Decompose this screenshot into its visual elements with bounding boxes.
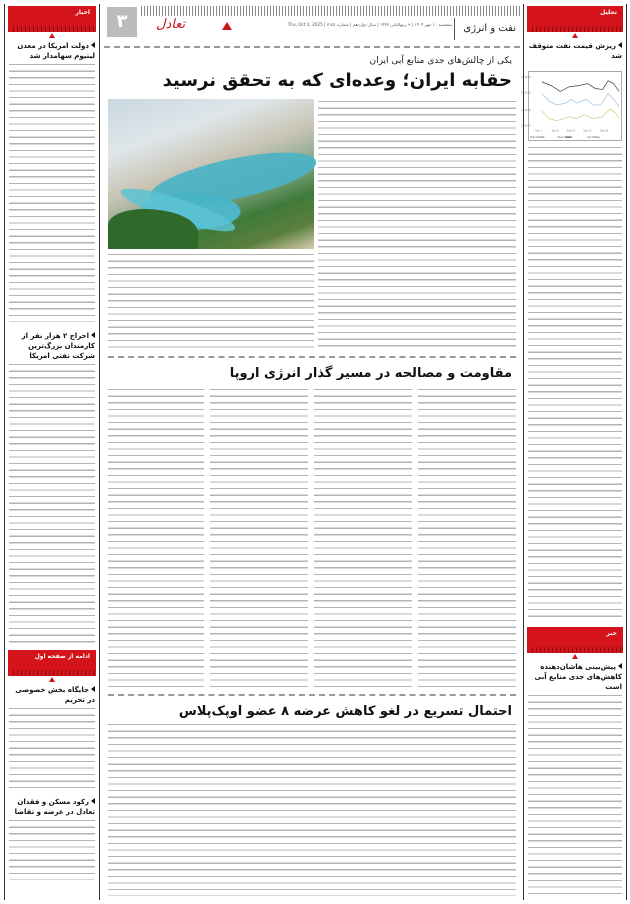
- ruler-ticks: [529, 647, 621, 653]
- text-lines: [528, 695, 622, 895]
- analysis-label-box: [527, 6, 623, 32]
- news-item-title[interactable]: پیش‌بینی هاشان‌دهنده کاهش‌های جدی منابع آبی است: [534, 663, 622, 691]
- divider: [108, 694, 516, 696]
- analysis-title[interactable]: ریزش قیمت نفت متوقف شد: [528, 42, 622, 60]
- date-hijri: ۹ ربیع‌الثانی ۱۴۴۷: [380, 22, 411, 27]
- continued-item-body: [9, 820, 95, 880]
- svg-text:15 Sep: 15 Sep: [566, 129, 575, 133]
- pointer-icon: [572, 33, 578, 38]
- ruler-ticks: [529, 26, 621, 32]
- text-lines: [9, 820, 95, 880]
- svg-text:240.00: 240.00: [521, 123, 531, 128]
- news-item-body: [528, 695, 622, 895]
- news-label: خبر: [606, 630, 617, 637]
- text-lines: [9, 364, 95, 644]
- article-headline[interactable]: حقابه ایران؛ وعده‌ای که به تحقق نرسید: [162, 70, 512, 91]
- svg-text:1 Sep: 1 Sep: [535, 129, 542, 133]
- news-label: اخبار: [75, 9, 90, 16]
- svg-text:270.00: 270.00: [521, 74, 531, 79]
- news-label-box: [527, 627, 623, 653]
- divider: [108, 356, 516, 358]
- article-kicker: یکی از چالش‌های جدی منابع آبی ایران: [369, 56, 512, 66]
- lead-article-text: [318, 101, 516, 351]
- news-item-body: [9, 64, 95, 322]
- continued-item-body: [9, 708, 95, 788]
- text-lines: [528, 147, 622, 617]
- pointer-icon: [49, 677, 55, 682]
- date-gregorian: Thu, Oct 2, 2025: [287, 22, 323, 27]
- pointer-icon: [49, 33, 55, 38]
- news-label-box: [8, 6, 96, 32]
- right-analysis-column: [523, 4, 627, 900]
- pointer-icon: [572, 654, 578, 659]
- dateline: پنجشنبه ۱۰ مهر ۱۴۰۴ | ۹ ربیع‌الثانی ۱۴۴۷ | سال دوازدهم | شماره ۳۱۵۱ | Thu, Oct 2, 2025: [287, 22, 452, 27]
- arrow-icon: [91, 686, 95, 692]
- section-title: نفت و انرژی: [454, 18, 516, 40]
- continued-label-box: [8, 650, 96, 676]
- continued-label: ادامه از صفحه اول: [34, 653, 90, 660]
- main-article-area: [104, 4, 520, 900]
- line-chart: [521, 72, 621, 140]
- analysis-body: [528, 147, 622, 617]
- text-lines: [9, 64, 95, 322]
- continued-item-title[interactable]: رکود مسکن و فقدان تعادل در عرضه و تقاضا: [14, 798, 95, 816]
- ruler-ticks: [10, 670, 94, 676]
- river-photo: [108, 99, 314, 249]
- page-number: ۳: [107, 7, 137, 37]
- analysis-label: تحلیل: [600, 9, 617, 16]
- left-news-column: [4, 4, 100, 900]
- svg-text:29 Sep: 29 Sep: [599, 129, 609, 133]
- svg-text:Opec Basket: Opec Basket: [557, 136, 573, 140]
- news-item-title[interactable]: اخراج ۲ هزار نفر از کارمندان بزرگ‌ترین شرکت نفتی امریکا: [21, 332, 95, 360]
- ruler-ticks: [10, 26, 94, 32]
- newspaper-logo[interactable]: تعادل: [156, 17, 186, 32]
- article2-headline[interactable]: مقاومت و مصالحه در مسیر گذار انرژی اروپا: [229, 366, 512, 381]
- below-photo-text: [108, 254, 314, 351]
- svg-text:22 Sep: 22 Sep: [583, 129, 592, 133]
- svg-text:250.00: 250.00: [521, 107, 531, 112]
- article2-text: [108, 389, 516, 687]
- news-item-title[interactable]: دولت امریکا در معدن لیتیوم سهامدار شد: [17, 42, 95, 60]
- svg-text:Brent Crude: Brent Crude: [530, 136, 545, 140]
- svg-text:8 Sep: 8 Sep: [551, 129, 559, 133]
- issue-number: شماره ۳۱۵۱: [326, 22, 349, 27]
- arrow-icon: [618, 663, 622, 669]
- news-item-body: [9, 364, 95, 644]
- svg-text:260.00: 260.00: [521, 90, 531, 95]
- arrow-icon: [91, 798, 95, 804]
- text-lines: [9, 708, 95, 788]
- continued-item-title[interactable]: جایگاه بخش خصوصی در تحریم: [15, 686, 95, 704]
- arrow-icon: [91, 332, 95, 338]
- arrow-icon: [618, 42, 622, 48]
- article3-text: [108, 724, 516, 896]
- oil-price-chart: [521, 71, 622, 141]
- svg-text:Iran Heavy: Iran Heavy: [586, 136, 600, 140]
- date-persian: پنجشنبه ۱۰ مهر ۱۴۰۴: [414, 22, 452, 27]
- arrow-icon: [91, 42, 95, 48]
- volume-year: سال دوازدهم: [352, 22, 376, 27]
- article3-headline[interactable]: احتمال تسریع در لغو کاهش عرضه ۸ عضو اوپک‌پلاس: [178, 704, 512, 719]
